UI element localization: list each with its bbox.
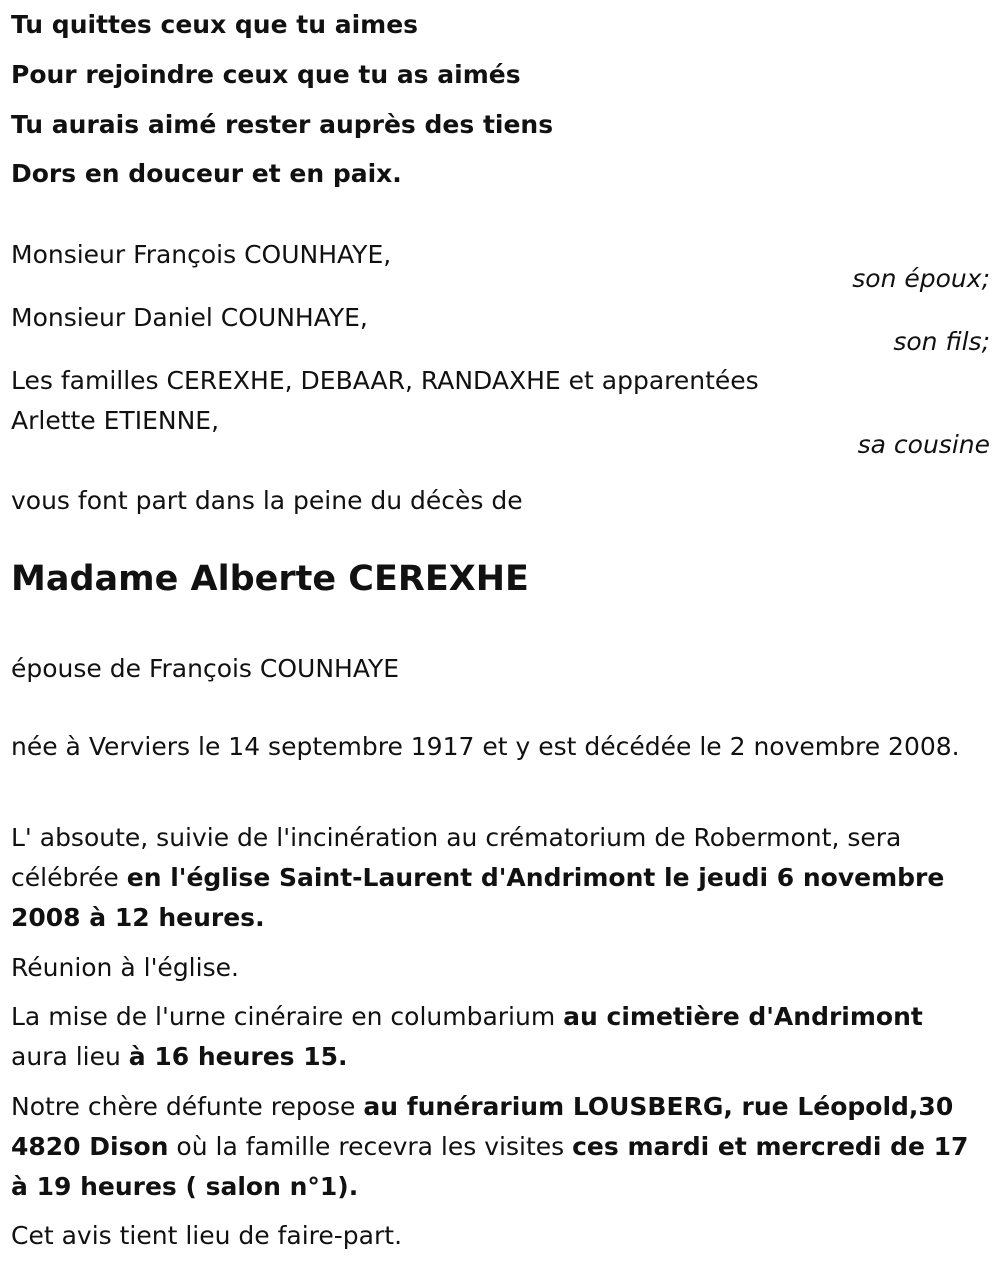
urn-text-2: aura lieu — [11, 1042, 129, 1071]
rest-text: Notre chère défunte repose — [11, 1092, 364, 1121]
announce-text: vous font part dans la peine du décès de — [11, 486, 523, 515]
family-member-son: Monsieur Daniel COUNHAYE, — [11, 303, 368, 332]
poem-line-2: Pour rejoindre ceux que tu as aimés — [11, 60, 521, 89]
urn-time: à 16 heures 15. — [128, 1042, 348, 1071]
spouse-line: épouse de François COUNHAYE — [11, 654, 400, 683]
poem-line-3: Tu aurais aimé rester auprès des tiens — [11, 110, 554, 139]
closing-paragraph: Cet avis tient lieu de faire-part. — [11, 1221, 403, 1250]
poem-line-1: Tu quittes ceux que tu aimes — [11, 10, 419, 39]
ceremony-paragraph — [11, 818, 986, 938]
rest-text-2: où la famille recevra les visites — [168, 1132, 573, 1161]
poem-line-4: Dors en douceur et en paix. — [11, 159, 402, 188]
ceremony-location-time: en l'église Saint-Laurent d'Andrimont le jeudi 6 novembre 2008 à 12 heures. — [11, 863, 945, 932]
relation-cousin: sa cousine — [857, 430, 990, 459]
rest-visiting-hours: ces mardi et mercredi de 17 à 19 heures ( salon n°1). — [11, 1132, 969, 1201]
rest-paragraph — [11, 1087, 986, 1207]
rest-funeral-home: au funérarium LOUSBERG, rue Léopold,30 4820 Dison — [11, 1092, 954, 1161]
ceremony-text: L' absoute, suivie de l'incinération au crématorium de Robermont, sera célébrée — [11, 823, 902, 892]
family-member-husband: Monsieur François COUNHAYE, — [11, 240, 392, 269]
family-families: Les familles CEREXHE, DEBAAR, RANDAXHE et apparentées — [11, 366, 759, 395]
relation-husband: son époux; — [852, 264, 990, 293]
relation-son: son fils; — [893, 327, 990, 356]
urn-text: La mise de l'urne cinéraire en columbarium — [11, 1002, 564, 1031]
family-member-cousin: Arlette ETIENNE, — [11, 406, 220, 435]
deceased-name: Madame Alberte CEREXHE — [11, 559, 529, 599]
birth-death-paragraph: née à Verviers le 14 septembre 1917 et y est décédée le 2 novembre 2008. — [11, 732, 960, 761]
urn-cemetery: au cimetière d'Andrimont — [563, 1002, 923, 1031]
reunion-paragraph: Réunion à l'église. — [11, 953, 239, 982]
urn-paragraph — [11, 997, 986, 1077]
